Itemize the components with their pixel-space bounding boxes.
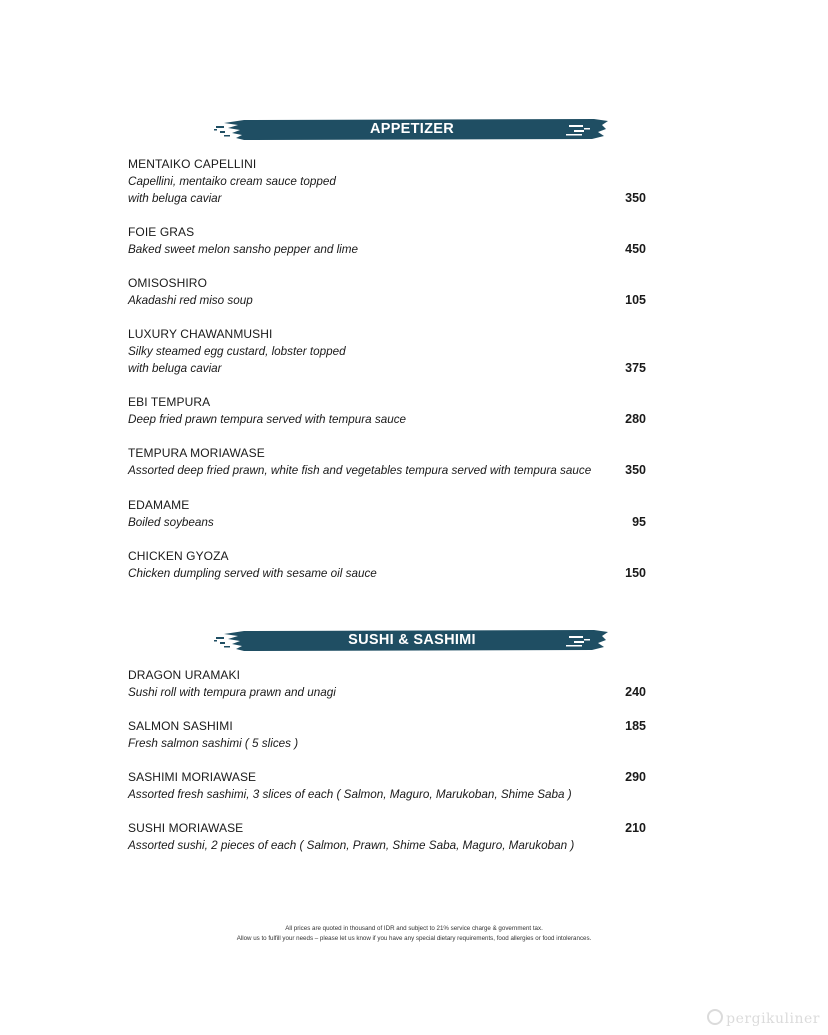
dietary-note: Allow us to fulfill your needs – please let us know if you have any special dietary requirements, food allergies or food intolerances. <box>236 935 592 942</box>
item-price: 280 <box>625 412 646 426</box>
item-description: Deep fried prawn tempura served with tempura sauce <box>128 413 407 426</box>
menu-item <box>128 820 648 854</box>
menu-item <box>128 156 648 207</box>
item-name: EBI TEMPURA <box>128 395 211 409</box>
item-name: SUSHI MORIAWASE <box>128 821 244 835</box>
item-description: Assorted deep fried prawn, white fish and vegetables tempura served with tempura sauce <box>128 464 592 477</box>
item-price: 240 <box>625 685 646 699</box>
item-price: 375 <box>625 361 646 375</box>
menu-item <box>128 769 648 803</box>
item-description: Assorted fresh sashimi, 3 slices of each ( Salmon, Maguro, Marukoban, Shime Saba ) <box>128 788 572 801</box>
item-description: Akadashi red miso soup <box>128 294 253 307</box>
price-note: All prices are quoted in thousand of IDR and subject to 21% service charge & government tax. <box>285 925 543 932</box>
watermark <box>707 1009 820 1027</box>
item-description: Fresh salmon sashimi ( 5 slices ) <box>128 737 299 750</box>
watermark-text: pergikuliner <box>726 1011 820 1027</box>
menu-item <box>128 394 648 428</box>
item-description: Chicken dumpling served with sesame oil sauce <box>128 567 377 580</box>
item-price: 185 <box>625 719 646 733</box>
menu-item <box>128 445 648 479</box>
section-banner-appetizer <box>214 117 610 143</box>
item-description: Sushi roll with tempura prawn and unagi <box>128 686 336 699</box>
item-description: Baked sweet melon sansho pepper and lime <box>128 243 358 256</box>
item-name: TEMPURA MORIAWASE <box>128 446 265 460</box>
item-description: with beluga caviar <box>128 192 222 205</box>
item-name: SASHIMI MORIAWASE <box>128 770 257 784</box>
item-price: 150 <box>625 566 646 580</box>
footer-notes <box>0 924 828 944</box>
item-description: with beluga caviar <box>128 362 222 375</box>
item-description: Capellini, mentaiko cream sauce topped <box>128 175 336 188</box>
menu-item <box>128 718 648 752</box>
item-price: 105 <box>625 293 646 307</box>
section-title: SUSHI & SASHIMI <box>348 632 476 648</box>
menu-item <box>128 326 648 377</box>
item-name: FOIE GRAS <box>128 225 195 239</box>
item-name: MENTAIKO CAPELLINI <box>128 157 257 171</box>
item-description: Silky steamed egg custard, lobster topped <box>128 345 346 358</box>
watermark-logo-icon <box>707 1009 723 1025</box>
menu-item <box>128 667 648 701</box>
section-banner-sushi-sashimi <box>214 628 610 654</box>
item-description: Assorted sushi, 2 pieces of each ( Salmon, Prawn, Shime Saba, Maguro, Marukoban ) <box>128 839 575 852</box>
item-price: 210 <box>625 821 646 835</box>
item-name: SALMON SASHIMI <box>128 719 233 733</box>
item-name: DRAGON URAMAKI <box>128 668 241 682</box>
menu-item <box>128 548 648 582</box>
menu-item <box>128 497 648 531</box>
item-name: LUXURY CHAWANMUSHI <box>128 327 273 341</box>
item-name: CHICKEN GYOZA <box>128 549 229 563</box>
menu-item <box>128 224 648 258</box>
item-price: 350 <box>625 463 646 477</box>
item-price: 450 <box>625 242 646 256</box>
item-price: 290 <box>625 770 646 784</box>
item-description: Boiled soybeans <box>128 516 214 529</box>
item-name: EDAMAME <box>128 498 190 512</box>
item-price: 95 <box>632 515 646 529</box>
section-title: APPETIZER <box>369 121 455 137</box>
menu-item <box>128 275 648 309</box>
item-price: 350 <box>625 191 646 205</box>
item-name: OMISOSHIRO <box>128 276 208 290</box>
